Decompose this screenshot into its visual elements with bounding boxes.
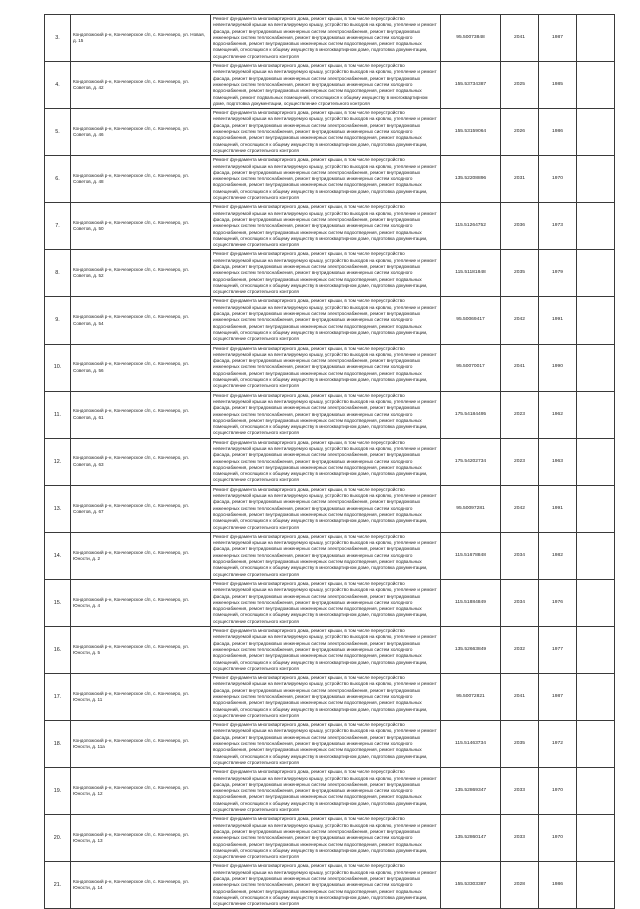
row-number: 6. [45, 156, 71, 203]
row-number: 18. [45, 721, 71, 768]
year-built-cell: 1991 [539, 485, 577, 532]
row-number: 5. [45, 109, 71, 156]
cost-cell: 115.51181848 [441, 250, 501, 297]
empty-cell [577, 485, 615, 532]
address-cell: Кондопожский р-н, Кончезерское с/п, с. Кончезеро, ул. Юности, д. 2 [71, 532, 211, 579]
table-row [45, 15, 615, 62]
year-built-cell: 1972 [539, 721, 577, 768]
table-body [45, 15, 615, 909]
row-number: 17. [45, 674, 71, 721]
planned-year-cell: 2036 [501, 203, 539, 250]
row-number: 15. [45, 579, 71, 626]
planned-year-cell: 2034 [501, 532, 539, 579]
year-built-cell: 1973 [539, 203, 577, 250]
year-built-cell: 1970 [539, 156, 577, 203]
work-description-cell: Ремонт фундамента многоквартирного дома, ремонт крыши, в том числе переустройство невентилируемой крыши на вентилируемую крышу, устройство выходов на кровлю, утепление и ремонт фасада, ремонт внутридомовых инженерных систем электроснабжения, ремонт внутридомовых инженерных систем теплоснабжения, ремонт внутридомовых инженерных систем холодного водоснабжения, ремонт внутридомовых инженерных систем водоотведения, ремонт подвальных помещений, относящихся к общему имуществу в многоквартирном доме, подготовка документации, осуществление строительного контроля [211, 438, 441, 485]
row-number: 19. [45, 768, 71, 815]
table-row [45, 579, 615, 626]
planned-year-cell: 2041 [501, 15, 539, 62]
cost-cell: 115.51678848 [441, 532, 501, 579]
row-number: 3. [45, 15, 71, 62]
row-number: 12. [45, 438, 71, 485]
cost-cell: 135.52869347 [441, 768, 501, 815]
table-row [45, 532, 615, 579]
cost-cell: 115.51463734 [441, 721, 501, 768]
work-description-cell: Ремонт фундамента многоквартирного дома, ремонт крыши, в том числе переустройство невентилируемой крыши на вентилируемую крышу, устройство выходов на кровлю, утепление и ремонт фасада, ремонт внутридомовых инженерных систем электроснабжения, ремонт внутридомовых инженерных систем теплоснабжения, ремонт внутридомовых инженерных систем холодного водоснабжения, ремонт внутридомовых инженерных систем водоотведения, ремонт подвальных помещений, относящихся к общему имуществу в многоквартирном доме, подготовка документации, осуществление строительного контроля [211, 297, 441, 344]
table-row [45, 344, 615, 391]
table-row [45, 627, 615, 674]
planned-year-cell: 2031 [501, 156, 539, 203]
empty-cell [577, 579, 615, 626]
empty-cell [577, 532, 615, 579]
table-row [45, 768, 615, 815]
year-built-cell: 1987 [539, 15, 577, 62]
address-cell: Кондопожский р-н, Кончезерское с/п, с. Кончезеро, ул. Советов, д. 48 [71, 156, 211, 203]
empty-cell [577, 156, 615, 203]
planned-year-cell: 2041 [501, 344, 539, 391]
address-cell: Кондопожский р-н, Кончезерское с/п, с. Кончезеро, ул. Советов, д. 50 [71, 203, 211, 250]
work-description-cell: Ремонт фундамента многоквартирного дома, ремонт крыши, в том числе переустройство невентилируемой крыши на вентилируемую крышу, устройство выходов на кровлю, утепление и ремонт фасада, ремонт внутридомовых инженерных систем электроснабжения, ремонт внутридомовых инженерных систем теплоснабжения, ремонт внутридомовых инженерных систем холодного водоснабжения, ремонт внутридомовых инженерных систем водоотведения, ремонт подвальных помещений, относящихся к общему имуществу в многоквартирном доме, подготовка документации, осуществление строительного контроля [211, 250, 441, 297]
planned-year-cell: 2042 [501, 297, 539, 344]
address-cell: Кондопожский р-н, Кончезерское с/п, с. Кончезеро, ул. Советов, д. 61 [71, 391, 211, 438]
empty-cell [577, 391, 615, 438]
work-description-cell: Ремонт фундамента многоквартирного дома, ремонт крыши, в том числе переустройство невентилируемой крыши на вентилируемую крышу, устройство выходов на кровлю, утепление и ремонт фасада, ремонт внутридомовых инженерных систем электроснабжения, ремонт внутридомовых инженерных систем теплоснабжения, ремонт внутридомовых инженерных систем холодного водоснабжения, ремонт внутридомовых инженерных систем водоотведения, ремонт подвальных помещений, относящихся к общему имуществу в многоквартирном доме, подготовка документации, осуществление строительного контроля [211, 485, 441, 532]
empty-cell [577, 250, 615, 297]
work-description-cell: Ремонт фундамента многоквартирного дома, ремонт крыши, в том числе переустройство невентилируемой крыши на вентилируемую крышу, устройство выходов на кровлю, утепление и ремонт фасада, ремонт внутридомовых инженерных систем электроснабжения, ремонт внутридомовых инженерных систем теплоснабжения, ремонт внутридомовых инженерных систем холодного водоснабжения, ремонт внутридомовых инженерных систем водоотведения, ремонт подвальных помещений, ремонт подвальных помещений, относящихся к общему имуществу в многоквартирном доме, подготовка документации, осуществление строительного контроля [211, 62, 441, 109]
empty-cell [577, 15, 615, 62]
year-built-cell: 1982 [539, 532, 577, 579]
cost-cell: 155.53734387 [441, 62, 501, 109]
table-row [45, 62, 615, 109]
year-built-cell: 1970 [539, 768, 577, 815]
work-description-cell: Ремонт фундамента многоквартирного дома, ремонт крыши, в том числе переустройство невентилируемой крыши на вентилируемую крышу, устройство выходов на кровлю, утепление и ремонт фасада, ремонт внутридомовых инженерных систем электроснабжения, ремонт внутридомовых инженерных систем теплоснабжения, ремонт внутридомовых инженерных систем холодного водоснабжения, ремонт внутридомовых инженерных систем водоотведения, ремонт подвальных помещений, относящихся к общему имуществу в многоквартирном доме, подготовка документации, осуществление строительного контроля [211, 156, 441, 203]
year-built-cell: 1979 [539, 250, 577, 297]
table-row [45, 297, 615, 344]
cost-cell: 95.50097281 [441, 485, 501, 532]
empty-cell [577, 768, 615, 815]
work-description-cell: Ремонт фундамента многоквартирного дома, ремонт крыши, в том числе переустройство невентилируемой крыши на вентилируемую крышу, устройство выходов на кровлю, утепление и ремонт фасада, ремонт внутридомовых инженерных систем электроснабжения, ремонт внутридомовых инженерных систем теплоснабжения, ремонт внутридомовых инженерных систем холодного водоснабжения, ремонт внутридомовых инженерных систем водоотведения, ремонт подвальных помещений, относящихся к общему имуществу в многоквартирном доме, подготовка документации, осуществление строительного контроля [211, 862, 441, 909]
work-description-cell: Ремонт фундамента многоквартирного дома, ремонт крыши, в том числе переустройство невентилируемой крыши на вентилируемую крышу, устройство выходов на кровлю, утепление и ремонт фасада, ремонт внутридомовых инженерных систем электроснабжения, ремонт внутридомовых инженерных систем теплоснабжения, ремонт внутридомовых инженерных систем холодного водоснабжения, ремонт внутридомовых инженерных систем водоотведения, ремонт подвальных помещений, относящихся к общему имуществу в многоквартирном доме, подготовка документации, осуществление строительного контроля [211, 15, 441, 62]
address-cell: Кондопожский р-н, Кончезерское с/п, с. Кончезеро, ул. Юности, д. 5 [71, 627, 211, 674]
address-cell: Кондопожский р-н, Кончезерское с/п, с. Кончезеро, ул. Советов, д. 54 [71, 297, 211, 344]
table-row [45, 391, 615, 438]
address-cell: Кондопожский р-н, Кончезерское с/п, с. Кончезеро, ул. Юности, д. 14 [71, 862, 211, 909]
row-number: 20. [45, 815, 71, 862]
address-cell: Кондопожский р-н, Кончезерское с/п, с. Кончезеро, ул. Юности, д. 11 [71, 674, 211, 721]
year-built-cell: 1977 [539, 627, 577, 674]
cost-cell: 95.50070017 [441, 344, 501, 391]
planned-year-cell: 2032 [501, 627, 539, 674]
cost-cell: 95.50069417 [441, 297, 501, 344]
planned-year-cell: 2028 [501, 862, 539, 909]
row-number: 7. [45, 203, 71, 250]
table-row [45, 203, 615, 250]
table-row [45, 438, 615, 485]
address-cell: Кондопожский р-н, Кончезерское с/п, с. Кончезеро, ул. Новая, д. 15 [71, 15, 211, 62]
year-built-cell: 1963 [539, 438, 577, 485]
work-description-cell: Ремонт фундамента многоквартирного дома, ремонт крыши, в том числе переустройство невентилируемой крыши на вентилируемую крышу, устройство выходов на кровлю, утепление и ремонт фасада, ремонт внутридомовых инженерных систем электроснабжения, ремонт внутридомовых инженерных систем теплоснабжения, ремонт внутридомовых инженерных систем холодного водоснабжения, ремонт внутридомовых инженерных систем водоотведения, ремонт подвальных помещений, относящихся к общему имуществу в многоквартирном доме, подготовка документации, осуществление строительного контроля [211, 579, 441, 626]
row-number: 16. [45, 627, 71, 674]
planned-year-cell: 2035 [501, 721, 539, 768]
planned-year-cell: 2034 [501, 579, 539, 626]
work-description-cell: Ремонт фундамента многоквартирного дома, ремонт крыши, в том числе переустройство невентилируемой крыши на вентилируемую крышу, устройство выходов на кровлю, утепление и ремонт фасада, ремонт внутридомовых инженерных систем электроснабжения, ремонт внутридомовых инженерных систем теплоснабжения, ремонт внутридомовых инженерных систем холодного водоснабжения, ремонт внутридомовых инженерных систем водоотведения, ремонт подвальных помещений, относящихся к общему имуществу в многоквартирном доме, подготовка документации, осуществление строительного контроля [211, 721, 441, 768]
work-description-cell: Ремонт фундамента многоквартирного дома, ремонт крыши, в том числе переустройство невентилируемой крыши на вентилируемую крышу, устройство выходов на кровлю, утепление и ремонт фасада, ремонт внутридомовых инженерных систем электроснабжения, ремонт внутридомовых инженерных систем теплоснабжения, ремонт внутридомовых инженерных систем холодного водоснабжения, ремонт внутридомовых инженерных систем водоотведения, ремонт подвальных помещений, относящихся к общему имуществу в многоквартирном доме, подготовка документации, осуществление строительного контроля [211, 627, 441, 674]
empty-cell [577, 297, 615, 344]
address-cell: Кондопожский р-н, Кончезерское с/п, с. Кончезеро, ул. Юности, д. 13 [71, 815, 211, 862]
year-built-cell: 1986 [539, 862, 577, 909]
year-built-cell: 1990 [539, 344, 577, 391]
work-description-cell: Ремонт фундамента многоквартирного дома, ремонт крыши, в том числе переустройство невентилируемой крыши на вентилируемую крышу, устройство выходов на кровлю, утепление и ремонт фасада, ремонт внутридомовых инженерных систем электроснабжения, ремонт внутридомовых инженерных систем теплоснабжения, ремонт внутридомовых инженерных систем холодного водоснабжения, ремонт внутридомовых инженерных систем водоотведения, ремонт подвальных помещений, относящихся к общему имуществу в многоквартирном доме, подготовка документации, осуществление строительного контроля [211, 344, 441, 391]
planned-year-cell: 2023 [501, 438, 539, 485]
table-row [45, 485, 615, 532]
table-row [45, 862, 615, 909]
year-built-cell: 1987 [539, 674, 577, 721]
empty-cell [577, 627, 615, 674]
cost-cell: 115.51884849 [441, 579, 501, 626]
empty-cell [577, 109, 615, 156]
row-number: 8. [45, 250, 71, 297]
planned-year-cell: 2033 [501, 768, 539, 815]
planned-year-cell: 2035 [501, 250, 539, 297]
work-description-cell: Ремонт фундамента многоквартирного дома, ремонт крыши, в том числе переустройство невентилируемой крыши на вентилируемую крышу, устройство выходов на кровлю, утепление и ремонт фасада, ремонт внутридомовых инженерных систем электроснабжения, ремонт внутридомовых инженерных систем теплоснабжения, ремонт внутридомовых инженерных систем холодного водоснабжения, ремонт внутридомовых инженерных систем водоотведения, ремонт подвальных помещений, относящихся к общему имуществу в многоквартирном доме, подготовка документации, осуществление строительного контроля [211, 815, 441, 862]
table-row [45, 109, 615, 156]
table-row [45, 250, 615, 297]
cost-cell: 135.52208896 [441, 156, 501, 203]
cost-cell: 155.53303387 [441, 862, 501, 909]
empty-cell [577, 862, 615, 909]
cost-cell: 95.50072821 [441, 674, 501, 721]
work-description-cell: Ремонт фундамента многоквартирного дома, ремонт крыши, в том числе переустройство невентилируемой крыши на вентилируемую крышу, устройство выходов на кровлю, утепление и ремонт фасада, ремонт внутридомовых инженерных систем электроснабжения, ремонт внутридомовых инженерных систем теплоснабжения, ремонт внутридомовых инженерных систем холодного водоснабжения, ремонт внутридомовых инженерных систем водоотведения, ремонт подвальных помещений, относящихся к общему имуществу в многоквартирном доме, подготовка документации, осуществление строительного контроля [211, 391, 441, 438]
address-cell: Кондопожский р-н, Кончезерское с/п, с. Кончезеро, ул. Советов, д. 52 [71, 250, 211, 297]
row-number: 14. [45, 532, 71, 579]
cost-cell: 115.51264752 [441, 203, 501, 250]
planned-year-cell: 2033 [501, 815, 539, 862]
row-number: 11. [45, 391, 71, 438]
work-description-cell: Ремонт фундамента многоквартирного дома, ремонт крыши, в том числе переустройство невентилируемой крыши на вентилируемую крышу, устройство выходов на кровлю, утепление и ремонт фасада, ремонт внутридомовых инженерных систем электроснабжения, ремонт внутридомовых инженерных систем теплоснабжения, ремонт внутридомовых инженерных систем холодного водоснабжения, ремонт внутридомовых инженерных систем водоотведения, ремонт подвальных помещений, относящихся к общему имуществу в многоквартирном доме, подготовка документации, осуществление строительного контроля [211, 203, 441, 250]
work-description-cell: Ремонт фундамента многоквартирного дома, ремонт крыши, в том числе переустройство невентилируемой крыши на вентилируемую крышу, устройство выходов на кровлю, утепление и ремонт фасада, ремонт внутридомовых инженерных систем электроснабжения, ремонт внутридомовых инженерных систем теплоснабжения, ремонт внутридомовых инженерных систем холодного водоснабжения, ремонт внутридомовых инженерных систем водоотведения, ремонт подвальных помещений, относящихся к общему имуществу в многоквартирном доме, подготовка документации, осуществление строительного контроля [211, 109, 441, 156]
planned-year-cell: 2041 [501, 674, 539, 721]
address-cell: Кондопожский р-н, Кончезерское с/п, с. Кончезеро, ул. Советов, д. 42 [71, 62, 211, 109]
row-number: 10. [45, 344, 71, 391]
address-cell: Кондопожский р-н, Кончезерское с/п, с. Кончезеро, ул. Советов, д. 63 [71, 438, 211, 485]
year-built-cell: 1985 [539, 62, 577, 109]
work-description-cell: Ремонт фундамента многоквартирного дома, ремонт крыши, в том числе переустройство невентилируемой крыши на вентилируемую крышу, устройство выходов на кровлю, утепление и ремонт фасада, ремонт внутридомовых инженерных систем электроснабжения, ремонт внутридомовых инженерных систем теплоснабжения, ремонт внутридомовых инженерных систем холодного водоснабжения, ремонт внутридомовых инженерных систем водоотведения, ремонт подвальных помещений, относящихся к общему имуществу в многоквартирном доме, подготовка документации, осуществление строительного контроля [211, 768, 441, 815]
year-built-cell: 1986 [539, 109, 577, 156]
work-description-cell: Ремонт фундамента многоквартирного дома, ремонт крыши, в том числе переустройство невентилируемой крыши на вентилируемую крышу, устройство выходов на кровлю, утепление и ремонт фасада, ремонт внутридомовых инженерных систем электроснабжения, ремонт внутридомовых инженерных систем теплоснабжения, ремонт внутридомовых инженерных систем холодного водоснабжения, ремонт внутридомовых инженерных систем водоотведения, ремонт подвальных помещений, относящихся к общему имуществу в многоквартирном доме, подготовка документации, осуществление строительного контроля [211, 674, 441, 721]
table-row [45, 156, 615, 203]
cost-cell: 95.50073848 [441, 15, 501, 62]
table-row [45, 674, 615, 721]
cost-cell: 135.52860147 [441, 815, 501, 862]
address-cell: Кондопожский р-н, Кончезерское с/п, с. Кончезеро, ул. Советов, д. 56 [71, 344, 211, 391]
planned-year-cell: 2026 [501, 109, 539, 156]
address-cell: Кондопожский р-н, Кончезерское с/п, с. Кончезеро, ул. Юности, д. 12 [71, 768, 211, 815]
row-number: 4. [45, 62, 71, 109]
planned-year-cell: 2025 [501, 62, 539, 109]
cost-cell: 175.54184495 [441, 391, 501, 438]
address-cell: Кондопожский р-н, Кончезерское с/п, с. Кончезеро, ул. Советов, д. 67 [71, 485, 211, 532]
work-description-cell: Ремонт фундамента многоквартирного дома, ремонт крыши, в том числе переустройство невентилируемой крыши на вентилируемую крышу, устройство выходов на кровлю, утепление и ремонт фасада, ремонт внутридомовых инженерных систем электроснабжения, ремонт внутридомовых инженерных систем теплоснабжения, ремонт внутридомовых инженерных систем холодного водоснабжения, ремонт внутридомовых инженерных систем водоотведения, ремонт подвальных помещений, относящихся к общему имуществу в многоквартирном доме, подготовка документации, осуществление строительного контроля [211, 532, 441, 579]
empty-cell [577, 815, 615, 862]
cost-cell: 155.53159064 [441, 109, 501, 156]
table-row [45, 815, 615, 862]
planned-year-cell: 2023 [501, 391, 539, 438]
empty-cell [577, 62, 615, 109]
empty-cell [577, 344, 615, 391]
planned-year-cell: 2042 [501, 485, 539, 532]
address-cell: Кондопожский р-н, Кончезерское с/п, с. Кончезеро, ул. Юности, д. 11а [71, 721, 211, 768]
year-built-cell: 1976 [539, 579, 577, 626]
empty-cell [577, 721, 615, 768]
row-number: 21. [45, 862, 71, 909]
row-number: 13. [45, 485, 71, 532]
year-built-cell: 1962 [539, 391, 577, 438]
cost-cell: 135.52663849 [441, 627, 501, 674]
repair-program-table [44, 14, 615, 909]
year-built-cell: 1970 [539, 815, 577, 862]
empty-cell [577, 674, 615, 721]
year-built-cell: 1991 [539, 297, 577, 344]
address-cell: Кондопожский р-н, Кончезерское с/п, с. Кончезеро, ул. Юности, д. 4 [71, 579, 211, 626]
empty-cell [577, 438, 615, 485]
address-cell: Кондопожский р-н, Кончезерское с/п, с. Кончезеро, ул. Советов, д. 46 [71, 109, 211, 156]
empty-cell [577, 203, 615, 250]
cost-cell: 175.54202734 [441, 438, 501, 485]
table-row [45, 721, 615, 768]
row-number: 9. [45, 297, 71, 344]
